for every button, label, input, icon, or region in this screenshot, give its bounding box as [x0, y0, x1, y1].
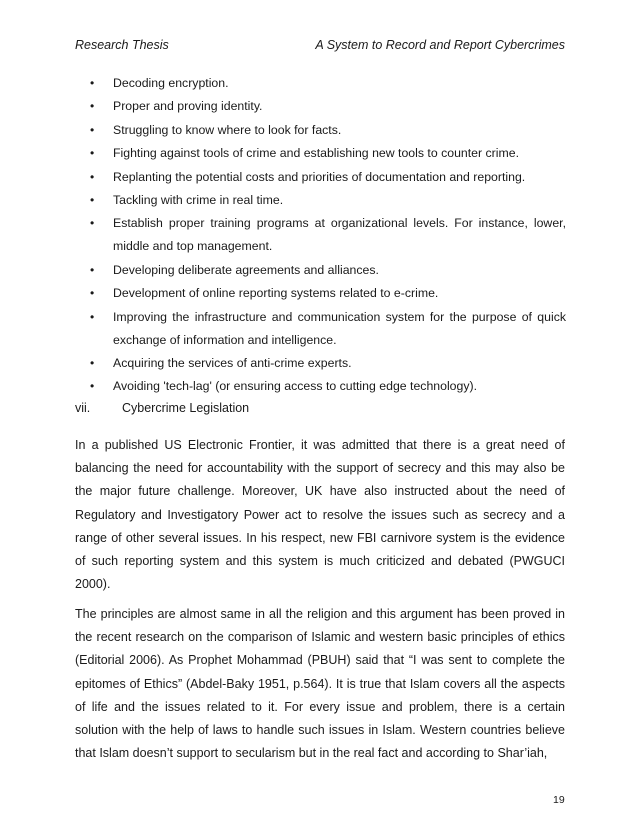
- list-item: • Developing deliberate agreements and alliances.: [90, 259, 566, 282]
- list-item: • Establish proper training programs at organizational levels. For instance, lower, middle and top management.: [90, 212, 566, 258]
- list-item: • Improving the infrastructure and communication system for the purpose of quick exchange of information and intelligence.: [90, 306, 566, 352]
- section-heading: [75, 401, 249, 415]
- bullet-icon: •: [90, 99, 95, 114]
- bullet-icon: •: [90, 169, 95, 184]
- page-number: 19: [553, 794, 565, 806]
- section-number: vii.: [75, 401, 91, 415]
- list-item: • Struggling to know where to look for facts.: [90, 119, 566, 142]
- bullet-icon: •: [90, 379, 95, 394]
- paragraph: The principles are almost same in all the religion and this argument has been proved in the recent research on the comparison of Islamic and western basic principles of ethics (Editorial 2006). As Prophet Mohammad (PBUH) said that “I was sent to complete the epitomes of Ethics” (Abdel-Baky 1951, p.564). It is true that Islam covers all the aspects of life and the issues related to it. For every issue and problem, there is a certain solution with the help of laws to handle such issues in Islam. Western countries believe that Islam doesn’t support to secularism but in the real fact and according to Shar’iah,: [75, 607, 565, 761]
- bullet-icon: •: [90, 262, 95, 277]
- section-title: Cybercrime Legislation: [122, 401, 250, 415]
- bullet-list: [90, 72, 566, 399]
- bullet-icon: •: [90, 122, 95, 137]
- header-left: Research Thesis: [75, 38, 169, 52]
- bullet-icon: •: [90, 309, 95, 324]
- page-header: [75, 38, 565, 52]
- paragraph: In a published US Electronic Frontier, it was admitted that there is a great need of balancing the need for accountability with the support of secrecy and this may also be the major future challenge. Moreover, UK have also instructed about the need of Regulatory and Investigatory Power act to resolve the issues such as secrecy and a range of other several issues. In his respect, new FBI carnivore system is the evidence of such reporting system and this system is much criticized and debated (PWGUCI 2000).: [75, 438, 565, 592]
- list-item: • Decoding encryption.: [90, 72, 566, 95]
- bullet-icon: •: [90, 192, 95, 207]
- list-item: • Tackling with crime in real time.: [90, 189, 566, 212]
- bullet-icon: •: [90, 76, 95, 90]
- bullet-icon: •: [90, 216, 95, 231]
- bullet-icon: •: [90, 286, 95, 301]
- list-item: • Proper and proving identity.: [90, 95, 566, 118]
- list-item: • Replanting the potential costs and priorities of documentation and reporting.: [90, 166, 566, 189]
- list-item: • Development of online reporting systems related to e-crime.: [90, 282, 566, 305]
- list-item: • Fighting against tools of crime and establishing new tools to counter crime.: [90, 142, 566, 165]
- list-item: • Acquiring the services of anti-crime experts.: [90, 352, 566, 375]
- bullet-icon: •: [90, 146, 95, 161]
- list-item: • Avoiding 'tech-lag' (or ensuring access to cutting edge technology).: [90, 375, 566, 398]
- header-right: A System to Record and Report Cybercrimes: [315, 38, 565, 52]
- bullet-icon: •: [90, 355, 95, 370]
